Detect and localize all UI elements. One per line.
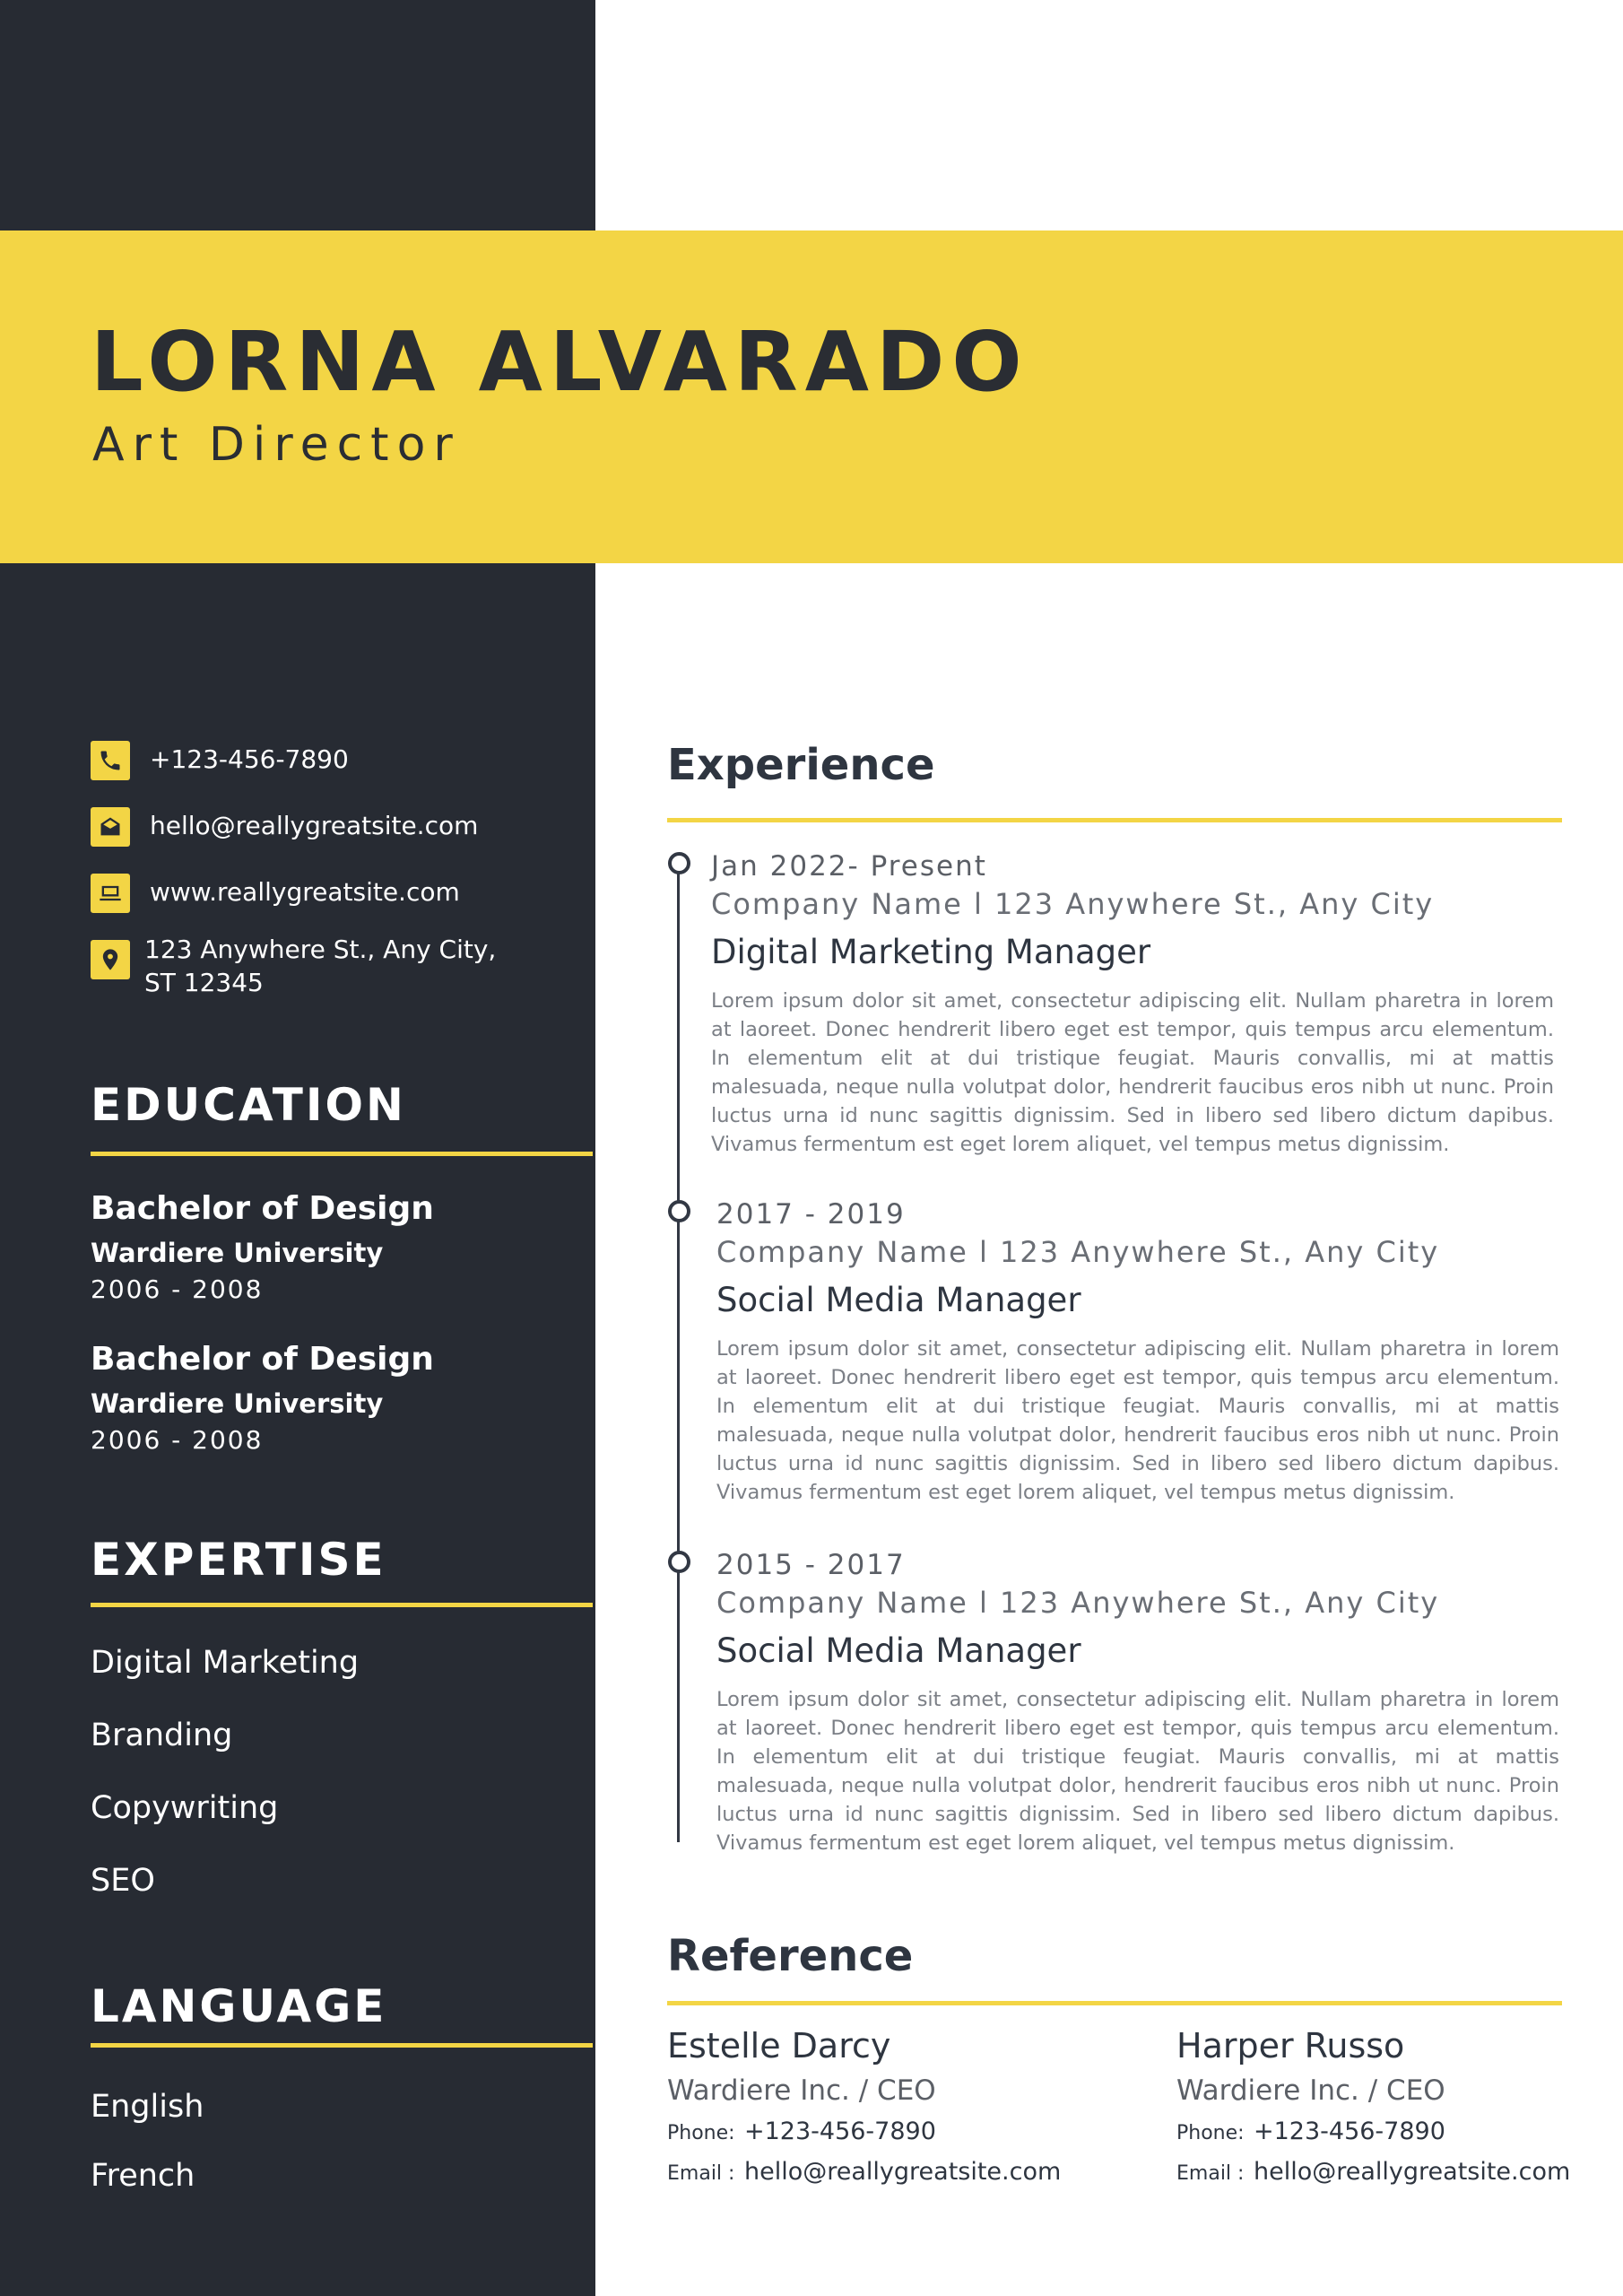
contact-website — [91, 874, 460, 913]
timeline-dot — [668, 1200, 690, 1222]
contact-email — [91, 807, 478, 847]
reference-divider — [667, 2001, 1562, 2005]
email-text: hello@reallygreatsite.com — [150, 811, 479, 840]
reference-email-row — [667, 2158, 1133, 2186]
envelope-icon — [91, 807, 130, 847]
job-role: Art Director — [92, 418, 461, 472]
education-heading: EDUCATION — [91, 1079, 406, 1131]
language-item: English — [91, 2089, 204, 2125]
phone-label: Phone: — [667, 2122, 735, 2144]
job-company: Company Name l 123 Anywhere St., Any City — [711, 887, 1435, 921]
expertise-item: Digital Marketing — [91, 1645, 360, 1681]
experience-divider — [667, 818, 1562, 822]
education-school: Wardiere University — [91, 1238, 384, 1268]
reference-email: hello@reallygreatsite.com — [1254, 2158, 1571, 2186]
expertise-item: SEO — [91, 1863, 155, 1899]
expertise-item: Branding — [91, 1718, 233, 1753]
reference-phone: +123-456-7890 — [744, 2118, 936, 2145]
website-text: www.reallygreatsite.com — [150, 877, 460, 907]
job-title: Social Media Manager — [716, 1281, 1081, 1319]
address-line-2: ST 12345 — [144, 968, 264, 997]
contact-phone — [91, 741, 349, 780]
reference-card — [1176, 2026, 1623, 2186]
reference-org: Wardiere Inc. / CEO — [1176, 2074, 1445, 2107]
language-item: French — [91, 2158, 195, 2194]
language-divider — [91, 2043, 593, 2048]
phone-icon — [91, 741, 130, 780]
expertise-divider — [91, 1603, 593, 1607]
reference-phone: +123-456-7890 — [1254, 2118, 1445, 2145]
job-description: Lorem ipsum dolor sit amet, consectetur adipiscing elit. Nullam pharetra in lorem at laoreet. Donec hendrerit libero eget est tempor, quis tempus arcu elementum. In elementum elit at dui tristique feugiat. Mauris convallis, mi at mattis malesuada, neque nulla volutpat dolor, hendrerit faucibus eros nibh ut nunc. Proin luctus urna id nunc sagittis dignissim. Sed in libero sed libero dictum dapibus. Vivamus fermentum est eget lorem aliquet, vel tempus metus dignissim. — [711, 989, 1554, 1156]
email-label: Email : — [1176, 2162, 1245, 2185]
phone-label: Phone: — [1176, 2122, 1245, 2144]
job-company: Company Name l 123 Anywhere St., Any City — [716, 1235, 1440, 1269]
page-title: LORNA ALVARADO — [91, 314, 1029, 410]
education-degree: Bachelor of Design — [91, 1190, 434, 1227]
reference-name: Estelle Darcy — [667, 2026, 891, 2066]
language-heading: LANGUAGE — [91, 1980, 387, 2032]
education-school: Wardiere University — [91, 1388, 384, 1419]
education-years: 2006 - 2008 — [91, 1425, 264, 1455]
reference-heading: Reference — [667, 1931, 914, 1981]
expertise-item: Copywriting — [91, 1790, 279, 1826]
experience-entry — [716, 1196, 1559, 1507]
address-line-1: 123 Anywhere St., Any City, — [144, 935, 497, 964]
job-company: Company Name l 123 Anywhere St., Any City — [716, 1586, 1440, 1620]
reference-phone-row — [667, 2118, 1133, 2145]
phone-text: +123-456-7890 — [150, 744, 349, 774]
reference-phone-row — [1176, 2118, 1623, 2145]
reference-name: Harper Russo — [1176, 2026, 1405, 2066]
reference-email: hello@reallygreatsite.com — [744, 2158, 1062, 2186]
experience-heading: Experience — [667, 740, 935, 790]
reference-card — [667, 2026, 1133, 2186]
contact-address — [91, 933, 496, 999]
reference-email-row — [1176, 2158, 1623, 2186]
job-date: 2017 - 2019 — [716, 1198, 906, 1231]
job-description: Lorem ipsum dolor sit amet, consectetur adipiscing elit. Nullam pharetra in lorem at laoreet. Donec hendrerit libero eget est tempor, quis tempus arcu elementum. In elementum elit at dui tristique feugiat. Mauris convallis, mi at mattis malesuada, neque nulla volutpat dolor, hendrerit faucibus eros nibh ut nunc. Proin luctus urna id nunc sagittis dignissim. Sed in libero sed libero dictum dapibus. Vivamus fermentum est eget lorem aliquet, vel tempus metus dignissim. — [716, 1688, 1559, 1855]
job-date: Jan 2022- Present — [711, 850, 987, 883]
timeline-dot — [668, 852, 690, 874]
location-pin-icon — [91, 940, 130, 979]
timeline-line — [677, 863, 680, 1842]
reference-org: Wardiere Inc. / CEO — [667, 2074, 936, 2107]
job-title: Digital Marketing Manager — [711, 933, 1151, 971]
job-title: Social Media Manager — [716, 1631, 1081, 1670]
timeline-dot — [668, 1551, 690, 1573]
email-label: Email : — [667, 2162, 735, 2185]
expertise-heading: EXPERTISE — [91, 1534, 386, 1586]
laptop-icon — [91, 874, 130, 913]
education-years: 2006 - 2008 — [91, 1274, 264, 1304]
job-description: Lorem ipsum dolor sit amet, consectetur adipiscing elit. Nullam pharetra in lorem at laoreet. Donec hendrerit libero eget est tempor, quis tempus arcu elementum. In elementum elit at dui tristique feugiat. Mauris convallis, mi at mattis malesuada, neque nulla volutpat dolor, hendrerit faucibus eros nibh ut nunc. Proin luctus urna id nunc sagittis dignissim. Sed in libero sed libero dictum dapibus. Vivamus fermentum est eget lorem aliquet, vel tempus metus dignissim. — [716, 1337, 1559, 1504]
experience-entry — [711, 848, 1554, 1159]
education-degree: Bachelor of Design — [91, 1341, 434, 1378]
job-date: 2015 - 2017 — [716, 1549, 906, 1581]
address-text — [144, 933, 496, 999]
experience-entry — [716, 1547, 1559, 1857]
education-divider — [91, 1152, 593, 1156]
